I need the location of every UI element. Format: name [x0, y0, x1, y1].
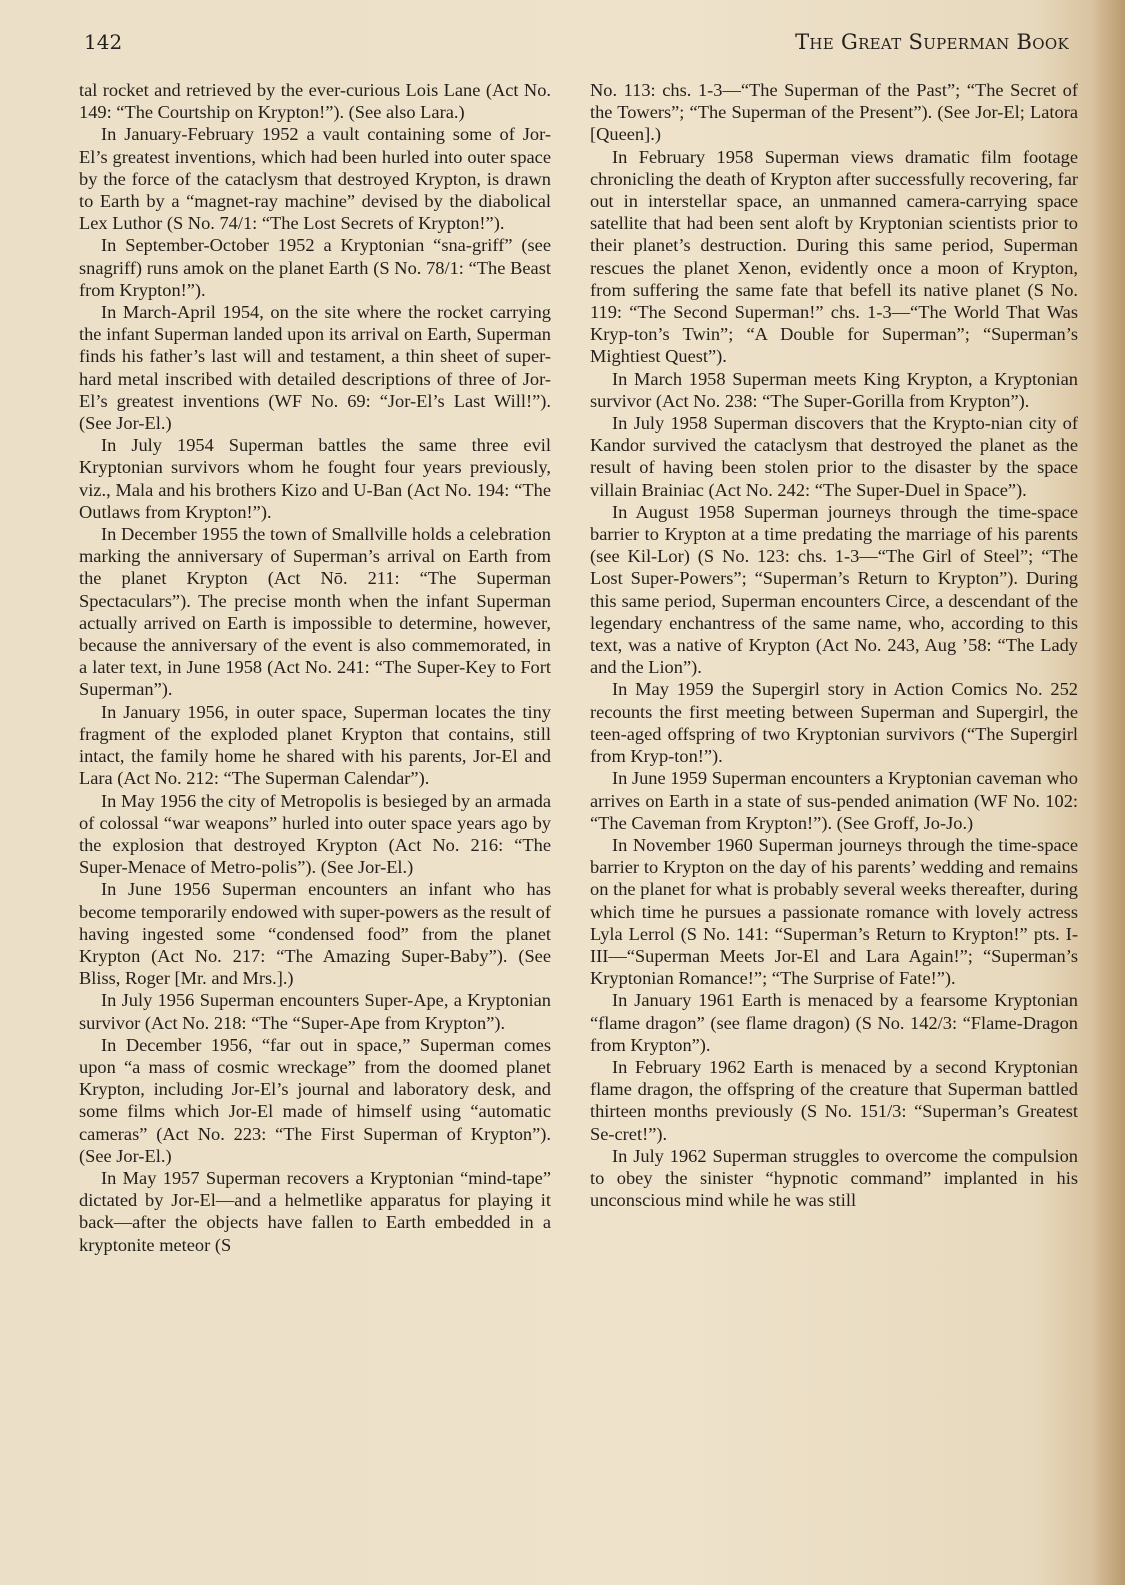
paragraph: In February 1958 Superman views dramatic film footage chronicling the death of Krypton after successfully recovering, far out in interstellar space, an unmanned camera-carrying space satellite that had been sent aloft by Kryptonian scientists prior to their planet’s destruction. During this same period, Superman rescues the planet Xenon, evidently once a moon of Krypton, from suffering the same fate that befell its native planet (S No. 119: “The Second Superman!” chs. 1-3—“The World That Was Kryp-ton’s Twin”; “A Double for Superman”; “Superman’s Mightiest Quest”). — [590, 146, 1078, 367]
page-header — [84, 30, 1069, 60]
paragraph: In January 1956, in outer space, Superman locates the tiny fragment of the exploded planet Krypton that contains, still intact, the family home he shared with his parents, Jor-El and Lara (Act No. 212: “The Superman Calendar”). — [79, 701, 551, 789]
paragraph: In March-April 1954, on the site where the rocket carrying the infant Superman landed upon its arrival on Earth, Superman finds his father’s last will and testament, a thin sheet of super-hard metal inscribed with detailed descriptions of three of Jor-El’s greatest inventions (WF No. 69: “Jor-El’s Last Will!”). (See Jor-El.) — [79, 302, 551, 434]
paragraph: In July 1962 Superman struggles to overcome the compulsion to obey the sinister “hypnotic command” implanted in his unconscious mind while he was still — [590, 1145, 1078, 1211]
paragraph: In December 1956, “far out in space,” Superman comes upon “a mass of cosmic wreckage” from the doomed planet Krypton, including Jor-El’s journal and laboratory desk, and some films which Jor-El made of himself using “automatic cameras” (Act No. 223: “The First Superman of Krypton”). (See Jor-El.) — [79, 1034, 551, 1166]
paragraph: In September-October 1952 a Kryptonian “sna-griff” (see snagriff) runs amok on the planet Earth (S No. 78/1: “The Beast from Krypton!”). — [79, 235, 551, 300]
paragraph: In January 1961 Earth is menaced by a fearsome Kryptonian “flame dragon” (see flame dragon) (S No. 142/3: “Flame-Dragon from Krypton”). — [590, 990, 1078, 1055]
page-number: 142 — [84, 30, 123, 54]
paragraph: In December 1955 the town of Smallville holds a celebration marking the anniversary of Superman’s arrival on Earth from the planet Krypton (Act Nō. 211: “The Superman Spectaculars”). The precise month when the infant Superman actually arrived on Earth is impossible to determine, however, because the anniversary of the event is also commemorated, in a later text, in June 1958 (Act No. 241: “The Super-Key to Fort Superman”). — [79, 524, 551, 700]
paragraph: No. 113: chs. 1-3—“The Superman of the Past”; “The Secret of the Towers”; “The Superman of the Present”). (See Jor-El; Latora [Queen].) — [590, 80, 1078, 145]
paragraph: In June 1956 Superman encounters an infant who has become temporarily endowed with super-powers as the result of having ingested some “condensed food” from the planet Krypton (Act No. 217: “The Amazing Super-Baby”). (See Bliss, Roger [Mr. and Mrs.].) — [79, 879, 551, 989]
paragraph: In March 1958 Superman meets King Krypton, a Kryptonian survivor (Act No. 238: “The Super-Gorilla from Krypton”). — [590, 368, 1078, 411]
running-title: The Great Superman Book — [795, 30, 1069, 54]
paragraph: In May 1957 Superman recovers a Kryptonian “mind-tape” dictated by Jor-El—and a helmetlike apparatus for playing it back—after the objects have fallen to Earth embedded in a kryptonite meteor (S — [79, 1167, 551, 1255]
paragraph: In May 1959 the Supergirl story in Action Comics No. 252 recounts the first meeting between Superman and Supergirl, the teen-aged offspring of two Kryptonian survivors (“The Supergirl from Kryp-ton!”). — [590, 679, 1078, 767]
paragraph: tal rocket and retrieved by the ever-curious Lois Lane (Act No. 149: “The Courtship on Krypton!”). (See also Lara.) — [79, 80, 551, 123]
paragraph: In August 1958 Superman journeys through the time-space barrier to Krypton at a time predating the marriage of his parents (see Kil-Lor) (S No. 123: chs. 1-3—“The Girl of Steel”; “The Lost Super-Powers”; “Superman’s Return to Krypton”). During this same period, Superman encounters Circe, a descendant of the legendary enchantress of the same name, who, according to this text, was a native of Krypton (Act No. 243, Aug ’58: “The Lady and the Lion”). — [590, 501, 1078, 678]
paragraph: In July 1958 Superman discovers that the Krypto-nian city of Kandor survived the cataclysm that destroyed the planet as the result of having been stolen prior to the disaster by the space villain Brainiac (Act No. 242: “The Super-Duel in Space”). — [590, 413, 1078, 500]
paragraph: In July 1954 Superman battles the same three evil Kryptonian survivors whom he fought four years previously, viz., Mala and his brothers Kizo and U-Ban (Act No. 194: “The Outlaws from Krypton!”). — [79, 435, 551, 522]
left-column — [79, 79, 551, 1256]
paragraph: In June 1959 Superman encounters a Kryptonian caveman who arrives on Earth in a state of sus-pended animation (WF No. 102: “The Caveman from Krypton!”). (See Groff, Jo-Jo.) — [590, 768, 1078, 833]
paragraph: In November 1960 Superman journeys through the time-space barrier to Krypton on the day of his parents’ wedding and remains on the planet for what is probably several weeks thereafter, during which time he pursues a passionate romance with lovely actress Lyla Lerrol (S No. 141: “Superman’s Return to Krypton!” pts. I-III—“Superman Meets Jor-El and Lara Again!”; “Superman’s Kryptonian Romance!”; “The Surprise of Fate!”). — [590, 834, 1078, 989]
paragraph: In July 1956 Superman encounters Super-Ape, a Kryptonian survivor (Act No. 218: “The “Super-Ape from Krypton”). — [79, 990, 551, 1033]
paragraph: In May 1956 the city of Metropolis is besieged by an armada of colossal “war weapons” hurled into outer space years ago by the explosion that destroyed Krypton (Act No. 216: “The Super-Menace of Metro-polis”). (See Jor-El.) — [79, 790, 551, 878]
paragraph: In January-February 1952 a vault containing some of Jor-El’s greatest inventions, which had been hurled into outer space by the force of the cataclysm that destroyed Krypton, is drawn to Earth by a “magnet-ray machine” devised by the diabolical Lex Luthor (S No. 74/1: “The Lost Secrets of Krypton!”). — [79, 124, 551, 234]
right-column — [590, 79, 1078, 1211]
paragraph: In February 1962 Earth is menaced by a second Kryptonian flame dragon, the offspring of the creature that Superman battled thirteen months previously (S No. 151/3: “Superman’s Greatest Se-cret!”). — [590, 1056, 1078, 1144]
